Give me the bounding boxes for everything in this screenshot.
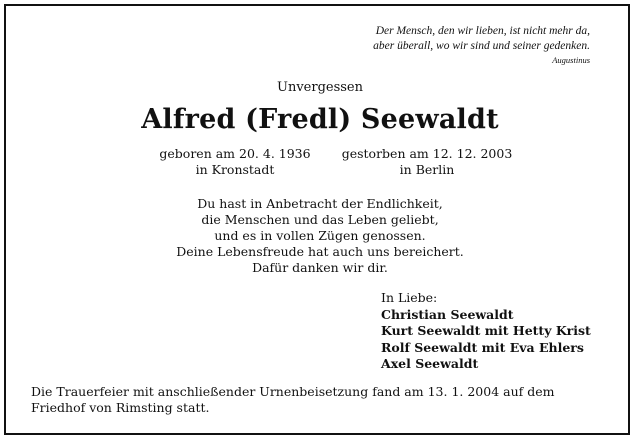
funeral-note [31, 384, 611, 416]
epigraph-author: Augustinus [552, 55, 590, 65]
funeral-note-line-2: Friedhof von Rimsting statt. [31, 400, 210, 415]
poem-line: Du hast in Anbetracht der Endlichkeit, [197, 196, 443, 211]
birth-date: geboren am 20. 4. 1936 [159, 146, 311, 161]
birth-place: in Kronstadt [195, 162, 275, 177]
mourner: Axel Seewaldt [381, 356, 479, 371]
mourner: Christian Seewaldt [381, 306, 514, 322]
epigraph-line-1: Der Mensch, den wir lieben, ist nicht mehr da, [375, 25, 590, 37]
birth-info [140, 146, 330, 178]
death-info [332, 146, 522, 178]
epigraph [373, 24, 590, 66]
deceased-name: Alfred (Fredl) Seewaldt [141, 104, 499, 135]
mourner: Rolf Seewaldt mit Eva Ehlers [381, 339, 584, 355]
death-date: gestorben am 12. 12. 2003 [341, 146, 513, 161]
poem-line: und es in vollen Zügen genossen. [214, 228, 426, 243]
poem [0, 196, 640, 276]
mourners [381, 290, 591, 373]
poem-line: die Menschen und das Leben geliebt, [201, 212, 439, 227]
poem-line: Dafür danken wir dir. [252, 260, 388, 275]
funeral-note-line-1: Die Trauerfeier mit anschließender Urnenbeisetzung fand am 13. 1. 2004 auf dem [31, 384, 555, 399]
mourner: Kurt Seewaldt mit Hetty Krist [381, 323, 591, 338]
mourners-label: In Liebe: [381, 290, 438, 305]
death-place: in Berlin [399, 162, 455, 177]
intro-word: Unvergessen [276, 80, 363, 95]
poem-line: Deine Lebensfreude hat auch uns bereichert. [176, 244, 464, 259]
epigraph-line-2: aber überall, wo wir sind und seiner gedenken. [373, 40, 590, 52]
